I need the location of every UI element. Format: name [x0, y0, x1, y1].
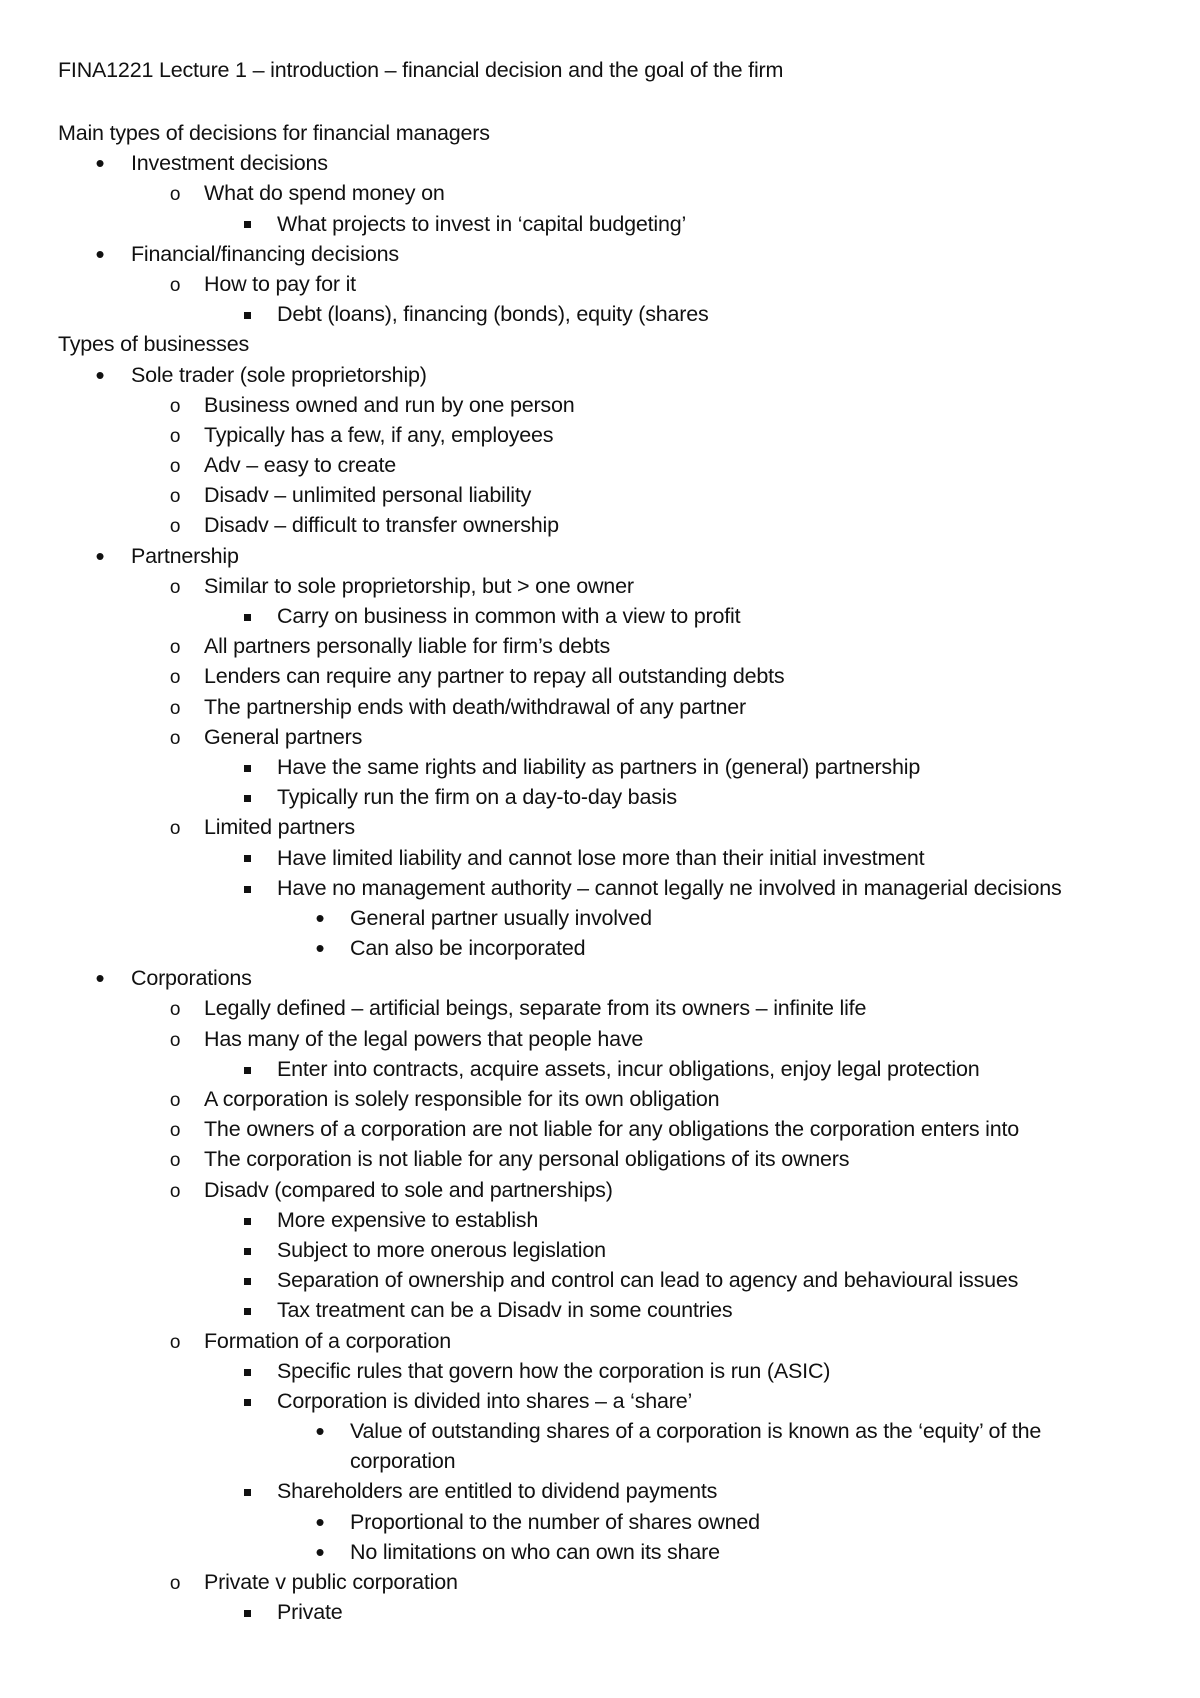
outline-item-text: Partnership — [131, 543, 239, 568]
outline-item — [0, 239, 1200, 269]
square-bullet-icon — [237, 782, 257, 812]
outline-item-text: Legally defined – artificial beings, separate from its owners – infinite life — [204, 996, 867, 1021]
outline-item — [0, 510, 1200, 540]
outline-item — [0, 722, 1200, 752]
outline-item — [0, 329, 1200, 359]
outline-item-text: Disadv (compared to sole and partnerships) — [204, 1177, 613, 1202]
circle-bullet-icon — [165, 480, 185, 512]
outline-item-text: General partner usually involved — [350, 905, 652, 930]
outline-item — [0, 661, 1200, 691]
outline-item-text: Types of businesses — [58, 332, 250, 357]
outline-item — [0, 148, 1200, 178]
square-bullet-icon — [237, 873, 257, 903]
circle-bullet-icon — [165, 571, 185, 603]
outline-item-text: Carry on business in common with a view to profit — [277, 604, 741, 628]
outline-item — [0, 1507, 1200, 1537]
outline-item-text: Tax treatment can be a Disadv in some countries — [277, 1298, 733, 1323]
circle-bullet-icon — [165, 1567, 185, 1599]
outline-item-text: Debt (loans), financing (bonds), equity (shares — [277, 302, 709, 327]
outline-item-text: No limitations on who can own its share — [350, 1539, 720, 1564]
square-bullet-icon — [237, 1476, 257, 1506]
outline-item-text: The corporation is not liable for any personal obligations of its owners — [204, 1147, 850, 1172]
outline-item-text: How to pay for it — [204, 271, 356, 296]
outline-item-text: Adv – easy to create — [204, 453, 396, 478]
outline-item-text: Typically run the firm on a day-to-day basis — [277, 785, 677, 810]
outline-item — [0, 933, 1200, 963]
outline-item — [0, 1295, 1200, 1325]
outline-item — [0, 1024, 1200, 1054]
square-bullet-icon — [237, 601, 257, 631]
outline-item — [0, 1386, 1200, 1416]
outline-item-text: Can also be incorporated — [350, 936, 586, 961]
outline-item-text: All partners personally liable for firm’s debts — [204, 634, 611, 659]
square-bullet-icon — [237, 1054, 257, 1084]
outline-item-text: Private v public corporation — [204, 1570, 458, 1594]
square-bullet-icon — [237, 1235, 257, 1265]
circle-bullet-icon — [165, 993, 185, 1025]
bullet-bullet-icon — [310, 933, 330, 965]
circle-bullet-icon — [165, 1114, 185, 1146]
outline-item-text: Corporation is divided into shares – a ‘share’ — [277, 1388, 693, 1413]
bullet-bullet-icon — [90, 148, 110, 180]
outline-item — [0, 1326, 1200, 1356]
circle-bullet-icon — [165, 1175, 185, 1207]
square-bullet-icon — [237, 843, 257, 873]
bullet-bullet-icon — [310, 1416, 330, 1448]
outline-item-text: Shareholders are entitled to dividend payments — [277, 1479, 718, 1504]
circle-bullet-icon — [165, 450, 185, 482]
outline-item-text: Lenders can require any partner to repay all outstanding debts — [204, 664, 785, 689]
outline-item-text: Disadv – difficult to transfer ownership — [204, 513, 559, 538]
outline-item-text: Disadv – unlimited personal liability — [204, 483, 532, 508]
outline-item — [0, 601, 1200, 631]
square-bullet-icon — [237, 1205, 257, 1235]
bullet-bullet-icon — [90, 541, 110, 573]
outline-item-text: Limited partners — [204, 815, 355, 840]
outline-item — [0, 631, 1200, 661]
circle-bullet-icon — [165, 420, 185, 452]
outline-item — [0, 390, 1200, 420]
bullet-bullet-icon — [310, 903, 330, 935]
outline-item — [0, 541, 1200, 571]
square-bullet-icon — [237, 1265, 257, 1295]
outline-item — [0, 1567, 1200, 1597]
outline-item — [0, 209, 1200, 239]
outline-item — [0, 843, 1200, 873]
square-bullet-icon — [237, 752, 257, 782]
outline-item — [0, 1175, 1200, 1205]
outline-item — [0, 1416, 1200, 1446]
outline-item-text: Subject to more onerous legislation — [277, 1237, 606, 1262]
square-bullet-icon — [237, 1356, 257, 1386]
outline-item — [0, 1356, 1200, 1386]
outline-item-text: What projects to invest in ‘capital budgeting’ — [277, 211, 687, 236]
outline-item — [0, 1054, 1200, 1084]
square-bullet-icon — [237, 1597, 257, 1627]
outline-item — [0, 1537, 1200, 1567]
circle-bullet-icon — [165, 178, 185, 210]
outline-item — [0, 178, 1200, 208]
circle-bullet-icon — [165, 812, 185, 844]
outline-item-text: Formation of a corporation — [204, 1328, 451, 1353]
outline-item-text: Has many of the legal powers that people have — [204, 1026, 644, 1051]
outline-item-text: Enter into contracts, acquire assets, incur obligations, enjoy legal protection — [277, 1056, 980, 1081]
bullet-bullet-icon — [310, 1507, 330, 1539]
outline-item-text: Separation of ownership and control can lead to agency and behavioural issues — [277, 1268, 1019, 1293]
outline-item — [0, 360, 1200, 390]
lecture-notes-outline — [0, 118, 1200, 1627]
outline-item-text: Have limited liability and cannot lose more than their initial investment — [277, 845, 925, 870]
outline-item-text: A corporation is solely responsible for its own obligation — [204, 1087, 720, 1111]
outline-item-text: Financial/financing decisions — [131, 241, 399, 266]
outline-item — [0, 782, 1200, 812]
outline-item-text: Specific rules that govern how the corporation is run (ASIC) — [277, 1358, 831, 1383]
outline-item — [0, 812, 1200, 842]
bullet-bullet-icon — [310, 1537, 330, 1569]
outline-item-text: General partners — [204, 724, 363, 749]
circle-bullet-icon — [165, 722, 185, 754]
bullet-bullet-icon — [90, 360, 110, 392]
circle-bullet-icon — [165, 692, 185, 724]
circle-bullet-icon — [165, 631, 185, 663]
outline-item — [0, 1265, 1200, 1295]
circle-bullet-icon — [165, 510, 185, 542]
document-title: FINA1221 Lecture 1 – introduction – financial decision and the goal of the firm — [58, 58, 784, 82]
outline-item-text: Corporations — [131, 966, 252, 991]
outline-item-text: Value of outstanding shares of a corporation is known as the ‘equity’ of the — [350, 1419, 1042, 1444]
outline-item-text: Business owned and run by one person — [204, 392, 575, 417]
circle-bullet-icon — [165, 390, 185, 422]
outline-item-text: corporation — [350, 1449, 456, 1474]
outline-item-text: Have no management authority – cannot legally ne involved in managerial decisions — [277, 875, 1062, 900]
bullet-bullet-icon — [90, 963, 110, 995]
outline-item — [0, 873, 1200, 903]
circle-bullet-icon — [165, 269, 185, 301]
circle-bullet-icon — [165, 1024, 185, 1056]
outline-item-text: Investment decisions — [131, 151, 328, 176]
outline-item-text: Typically has a few, if any, employees — [204, 422, 554, 447]
outline-item — [0, 752, 1200, 782]
outline-item-text: Main types of decisions for financial managers — [58, 121, 490, 145]
outline-item-text: The partnership ends with death/withdrawal of any partner — [204, 694, 746, 719]
outline-item — [0, 1235, 1200, 1265]
square-bullet-icon — [237, 1386, 257, 1416]
outline-item — [0, 1205, 1200, 1235]
outline-item — [0, 993, 1200, 1023]
outline-item-text: More expensive to establish — [277, 1207, 539, 1232]
outline-item — [0, 903, 1200, 933]
outline-item-text: Similar to sole proprietorship, but > one owner — [204, 573, 634, 598]
outline-item — [0, 1084, 1200, 1114]
circle-bullet-icon — [165, 1084, 185, 1116]
outline-item-text: Sole trader (sole proprietorship) — [131, 362, 427, 387]
square-bullet-icon — [237, 209, 257, 239]
outline-item — [0, 1144, 1200, 1174]
bullet-bullet-icon — [90, 239, 110, 271]
outline-item-text: Have the same rights and liability as partners in (general) partnership — [277, 754, 921, 779]
circle-bullet-icon — [165, 661, 185, 693]
circle-bullet-icon — [165, 1144, 185, 1176]
outline-item-text: What do spend money on — [204, 181, 445, 206]
outline-item — [0, 571, 1200, 601]
square-bullet-icon — [237, 1295, 257, 1325]
outline-item — [0, 1476, 1200, 1506]
outline-item-text: The owners of a corporation are not liable for any obligations the corporation enters into — [204, 1117, 1020, 1142]
outline-item — [0, 692, 1200, 722]
circle-bullet-icon — [165, 1326, 185, 1358]
outline-item — [0, 118, 1200, 148]
outline-item-text: Private — [277, 1600, 343, 1625]
outline-item — [0, 450, 1200, 480]
square-bullet-icon — [237, 299, 257, 329]
outline-item — [0, 963, 1200, 993]
outline-item — [0, 1597, 1200, 1627]
outline-item — [0, 480, 1200, 510]
outline-item — [0, 1446, 1200, 1476]
outline-item-text: Proportional to the number of shares owned — [350, 1509, 760, 1534]
outline-item — [0, 1114, 1200, 1144]
outline-item — [0, 269, 1200, 299]
outline-item — [0, 420, 1200, 450]
outline-item — [0, 299, 1200, 329]
